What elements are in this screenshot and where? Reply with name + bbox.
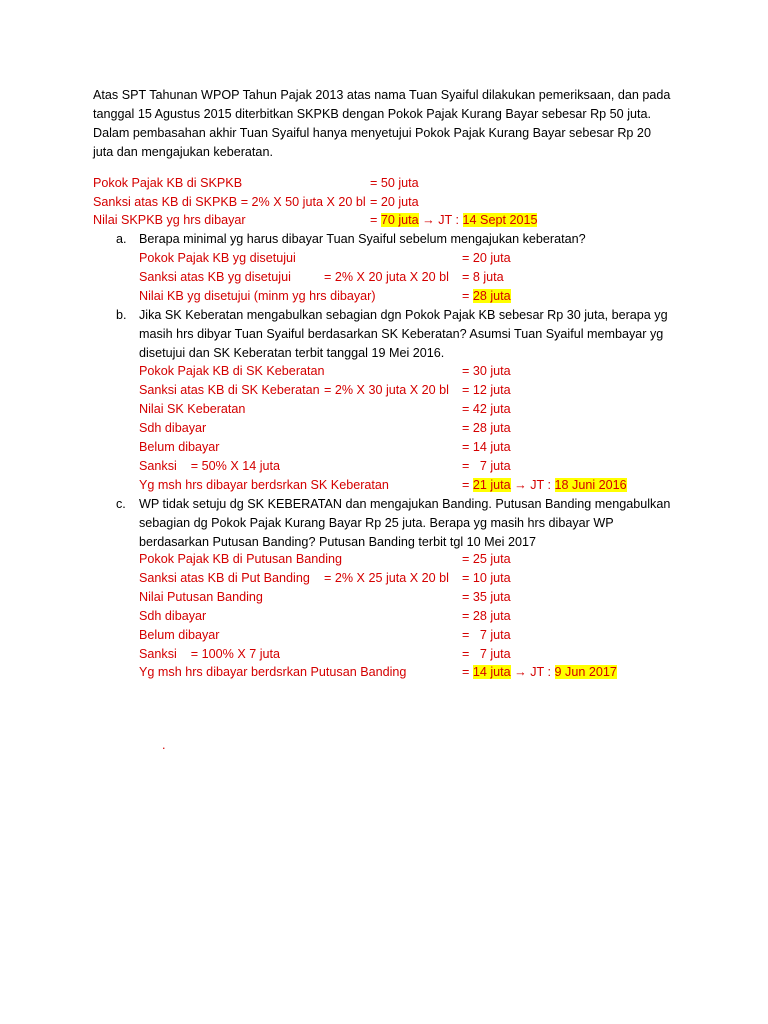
stray-dot: . xyxy=(162,738,166,752)
row-formula: = 2% X 20 juta X 20 bl xyxy=(324,270,449,284)
row-value: = 30 juta xyxy=(462,364,511,378)
row-value: = 20 juta xyxy=(462,251,511,265)
question-line: Berapa minimal yg harus dibayar Tuan Syaiful sebelum mengajukan keberatan? xyxy=(139,232,586,246)
row-label: Sdh dibayar xyxy=(139,609,207,623)
row-label: Sdh dibayar xyxy=(139,421,207,435)
row-value: = 35 juta xyxy=(462,590,511,604)
due-arrow: → JT : xyxy=(510,665,555,679)
row-label: Pokok Pajak KB di SK Keberatan xyxy=(139,364,325,378)
intro-line: Atas SPT Tahunan WPOP Tahun Pajak 2013 atas nama Tuan Syaiful dilakukan pemeriksaan, dan pada xyxy=(93,88,671,102)
row-label: Sanksi = 50% X 14 juta xyxy=(139,459,281,473)
highlight-amount: 21 juta xyxy=(472,478,511,492)
row-label: Pokok Pajak KB di Putusan Banding xyxy=(139,552,343,566)
row-value: = 8 juta xyxy=(462,270,504,284)
row-value: = 28 juta xyxy=(462,609,511,623)
row-label: Sanksi atas KB yg disetujui xyxy=(139,270,291,284)
row-value: = 7 juta xyxy=(462,647,511,661)
row-value: = 7 juta xyxy=(462,628,511,642)
intro-line: tanggal 15 Agustus 2015 diterbitkan SKPKB dengan Pokok Pajak Kurang Bayar sebesar Rp 50 juta. xyxy=(93,107,651,121)
row-label: Belum dibayar xyxy=(139,440,220,454)
row-label: Sanksi atas KB di SK Keberatan xyxy=(139,383,320,397)
question-c xyxy=(116,495,716,552)
highlight-due-date: 18 Juni 2016 xyxy=(554,478,627,492)
row-value: = 50 juta xyxy=(370,176,419,190)
highlight-amount: 14 juta xyxy=(472,665,511,679)
intro-line: Dalam pembasahan akhir Tuan Syaiful hanya menyetujui Pokok Pajak Kurang Bayar sebesar Rp 20 xyxy=(93,126,651,140)
row-label: Nilai Putusan Banding xyxy=(139,590,263,604)
question-line: Jika SK Keberatan mengabulkan sebagian dgn Pokok Pajak KB sebesar Rp 30 juta, berapa yg xyxy=(139,308,668,322)
highlight-due-date: 14 Sept 2015 xyxy=(462,213,538,227)
highlight-due-date: 9 Jun 2017 xyxy=(554,665,617,679)
row-value: = 28 juta xyxy=(462,421,511,435)
list-letter: a. xyxy=(116,232,127,246)
due-arrow: → JT : xyxy=(418,213,463,227)
row-label: Sanksi atas KB di Put Banding xyxy=(139,571,310,585)
question-b xyxy=(116,306,716,363)
question-line: sebagian dg Pokok Pajak Kurang Bayar Rp 25 juta. Berapa yg masih hrs dibayar WP xyxy=(139,516,614,530)
row-formula: = 2% X 30 juta X 20 bl xyxy=(324,383,449,397)
question-a xyxy=(116,230,716,249)
row-value: = 7 juta xyxy=(462,459,511,473)
list-letter: b. xyxy=(116,308,127,322)
row-value: = 25 juta xyxy=(462,552,511,566)
row-label: Nilai SK Keberatan xyxy=(139,402,246,416)
row-value: = 20 juta xyxy=(370,195,419,209)
row-value: = 21 juta → JT : 18 Juni 2016 xyxy=(462,478,627,492)
list-letter: c. xyxy=(116,497,126,511)
intro-paragraph xyxy=(93,86,693,162)
row-value: = 14 juta → JT : 9 Jun 2017 xyxy=(462,665,617,679)
highlight-amount: 70 juta xyxy=(380,213,419,227)
row-value: = 10 juta xyxy=(462,571,511,585)
row-label: Yg msh hrs dibayar berdsrkan Putusan Banding xyxy=(139,665,407,679)
intro-line: juta dan mengajukan keberatan. xyxy=(93,145,273,159)
row-formula: = 2% X 25 juta X 20 bl xyxy=(324,571,449,585)
row-label: Pokok Pajak KB di SKPKB xyxy=(93,176,243,190)
question-line: masih hrs dibyar Tuan Syaiful berdasarkan SK Keberatan? Asumsi Tuan Syaiful membayar yg xyxy=(139,327,664,341)
row-label: Nilai KB yg disetujui (minm yg hrs dibayar) xyxy=(139,289,376,303)
question-line: berdasarkan Putusan Banding? Putusan Banding terbit tgl 10 Mei 2017 xyxy=(139,535,536,549)
row-label: Sanksi = 100% X 7 juta xyxy=(139,647,281,661)
question-line: disetujui dan SK Keberatan terbit tanggal 19 Mei 2016. xyxy=(139,346,445,360)
due-arrow: → JT : xyxy=(510,478,555,492)
row-value: = 70 juta → JT : 14 Sept 2015 xyxy=(370,213,538,227)
row-label: Pokok Pajak KB yg disetujui xyxy=(139,251,296,265)
highlight-amount: 28 juta xyxy=(472,289,511,303)
row-label: Belum dibayar xyxy=(139,628,220,642)
row-value: = 14 juta xyxy=(462,440,511,454)
row-value: = 12 juta xyxy=(462,383,511,397)
row-label: Sanksi atas KB di SKPKB = 2% X 50 juta X 20 bl xyxy=(93,195,366,209)
row-value: = 42 juta xyxy=(462,402,511,416)
row-label: Yg msh hrs dibayar berdsrkan SK Keberatan xyxy=(139,478,389,492)
row-label: Nilai SKPKB yg hrs dibayar xyxy=(93,213,246,227)
question-line: WP tidak setuju dg SK KEBERATAN dan mengajukan Banding. Putusan Banding mengabulkan xyxy=(139,497,671,511)
row-value: = 28 juta xyxy=(462,289,511,303)
